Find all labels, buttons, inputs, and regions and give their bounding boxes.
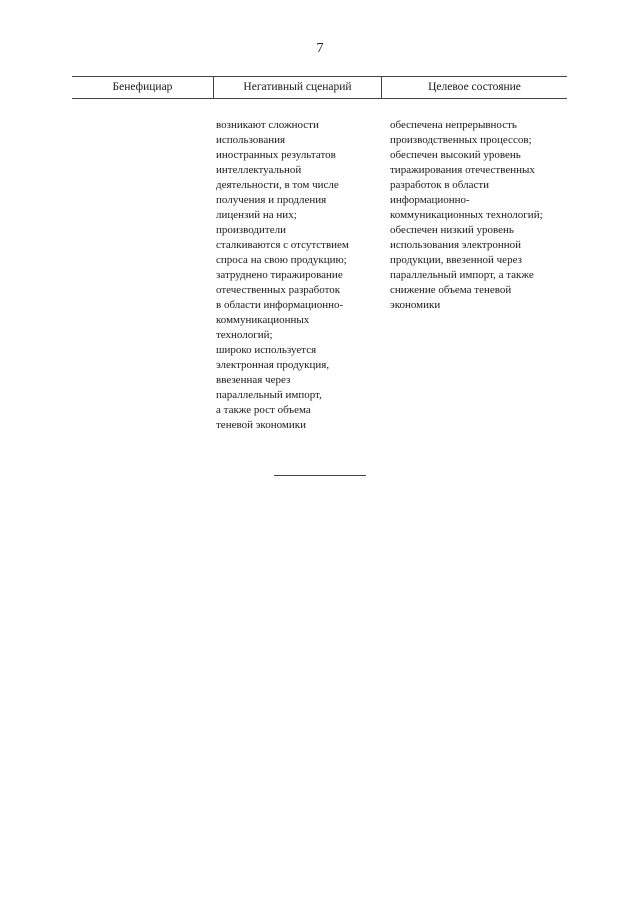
table-header-row [72, 76, 567, 99]
page-number: 7 [316, 41, 324, 56]
header-negative-scenario: Негативный сценарий [213, 77, 381, 98]
cell-target-state [380, 118, 565, 433]
text-line: спроса на свою продукцию; [216, 254, 347, 266]
text-line: ввезенная через [216, 374, 291, 386]
text-line: экономики [390, 299, 441, 311]
text-line: деятельности, в том числе [216, 179, 339, 191]
text-line: возникают сложности [216, 119, 319, 131]
header-beneficiary: Бенефициар [112, 81, 173, 93]
text-line: коммуникационных [216, 314, 310, 326]
text-line: электронная продукция, [216, 359, 330, 371]
text-line: в области информационно- [216, 299, 344, 311]
text-line: тиражирования отечественных [390, 164, 535, 176]
text-line: иностранных результатов [216, 149, 336, 161]
text-line: использования [216, 134, 286, 146]
text-line: затруднено тиражирование [216, 269, 343, 281]
cell-beneficiary [72, 118, 213, 433]
text-line: параллельный импорт, [216, 389, 322, 401]
text-line: обеспечена непрерывность [390, 119, 517, 131]
text-line: теневой экономики [216, 419, 306, 431]
text-line: отечественных разработок [216, 284, 341, 296]
end-rule [274, 475, 366, 476]
text-line: информационно- [390, 194, 470, 206]
header-target-state: Целевое состояние [381, 77, 567, 98]
text-line: продукции, ввезенной через [390, 254, 522, 266]
scenario-table [72, 76, 567, 433]
text-line: коммуникационных технологий; [390, 209, 543, 221]
text-line: технологий; [216, 329, 273, 341]
table-row [72, 99, 567, 433]
text-line: параллельный импорт, а также [390, 269, 534, 281]
text-line: производители [216, 224, 286, 236]
text-line: обеспечен низкий уровень [390, 224, 514, 236]
cell-negative-scenario [213, 118, 380, 433]
text-line: использования электронной [390, 239, 522, 251]
text-line: сталкиваются с отсутствием [216, 239, 349, 251]
text-line: обеспечен высокий уровень [390, 149, 521, 161]
text-line: получения и продления [216, 194, 327, 206]
text-line: интеллектуальной [216, 164, 302, 176]
text-line: лицензий на них; [216, 209, 297, 221]
text-line: а также рост объема [216, 404, 311, 416]
text-line: производственных процессов; [390, 134, 532, 146]
text-line: широко используется [216, 344, 317, 356]
text-line: разработок в области [390, 179, 490, 191]
text-line: снижение объема теневой [390, 284, 512, 296]
